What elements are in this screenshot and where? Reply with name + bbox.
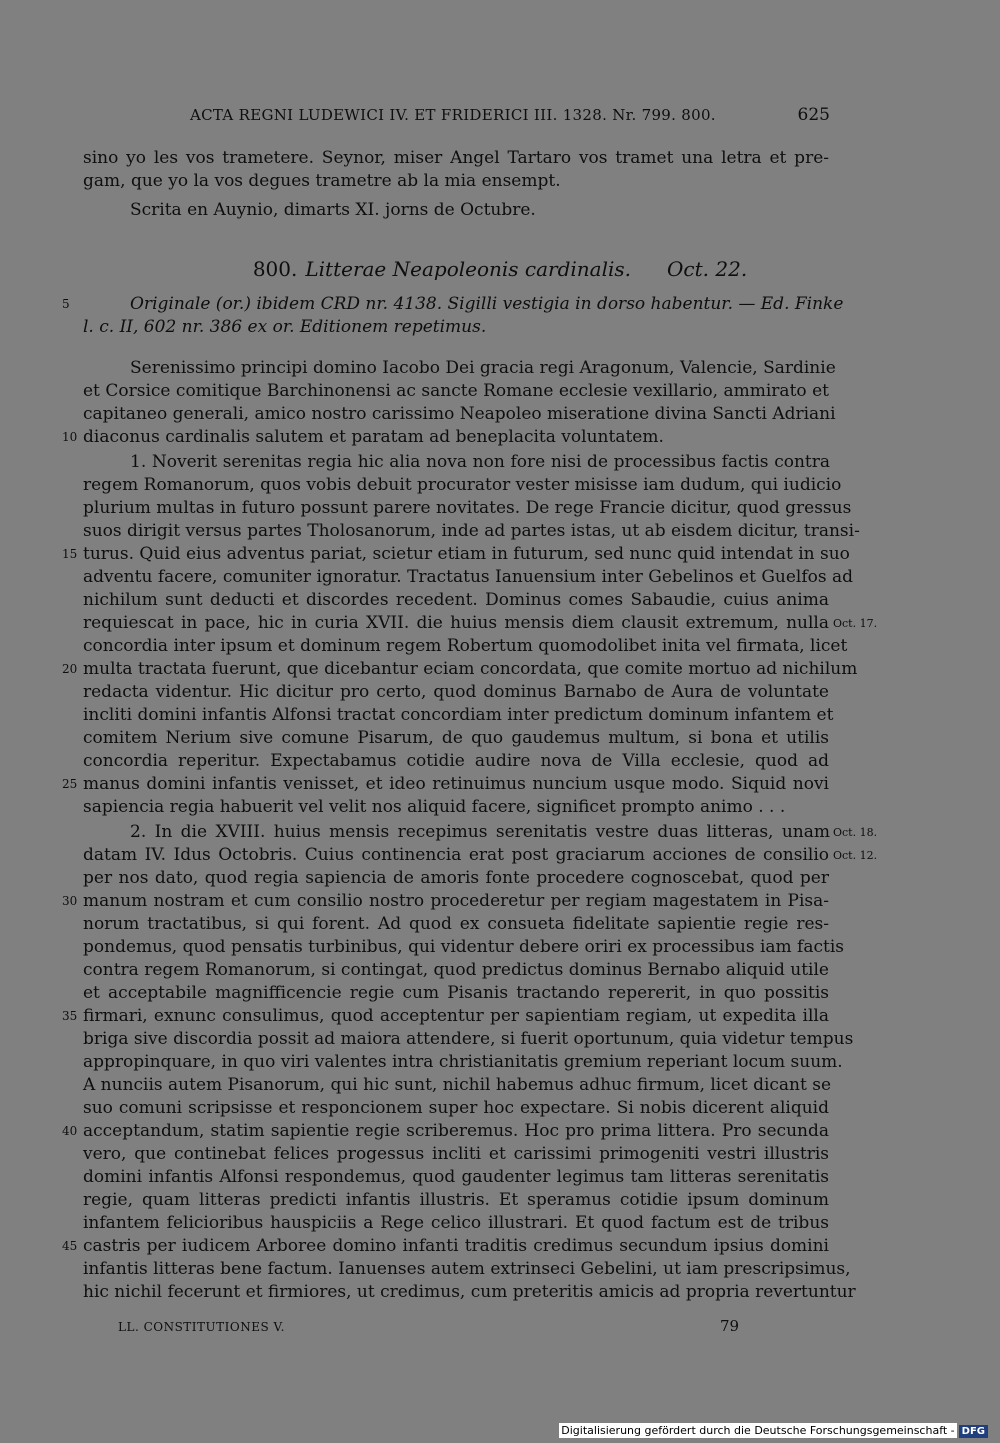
body-line: Serenissimo principi domino Iacobo Dei gracia regi Aragonum, Valencie, Sardinie [130, 358, 836, 378]
document-heading [0, 257, 1000, 281]
body-line: A nunciis autem Pisanorum, qui hic sunt, nichil habemus adhuc firmum, licet dicant se [83, 1075, 832, 1095]
body-line: per nos dato, quod regia sapiencia de amoris fonte procedere cognoscebat, quod per [83, 868, 829, 888]
body-line: briga sive discordia possit ad maiora attendere, si fuerit oportunum, quia videtur tempus [83, 1029, 854, 1049]
funding-banner [559, 1424, 988, 1440]
line-number: 5 [62, 297, 70, 311]
source-line: Originale (or.) ibidem CRD nr. 4138. Sigilli vestigia in dorso habentur. — Ed. Finke [130, 294, 844, 314]
body-line: turus. Quid eius adventus pariat, scietur etiam in futurum, sed nunc quid intendat in suo [83, 544, 850, 564]
body-line: suos dirigit versus partes Tholosanorum, inde ad partes istas, ut ab eisdem dicitur, transi- [83, 521, 860, 541]
body-line: infantem felicioribus hauspiciis a Rege celico illustrari. Et quod factum est de tribus [83, 1213, 829, 1233]
document-title: Litterae Neapoleonis cardinalis. [305, 257, 632, 281]
intro-line: sino yo les vos trametere. Seynor, miser Angel Tartaro vos tramet una letra et pre- [83, 148, 829, 168]
body-line: manum nostram et cum consilio nostro procederetur per regiam magestatem in Pisa- [83, 891, 829, 911]
body-line: regie, quam litteras predicti infantis illustris. Et speramus cotidie ipsum dominum [83, 1190, 829, 1210]
body-line: infantis litteras bene factum. Ianuenses autem extrinseci Gebelini, ut iam prescripsimus, [83, 1259, 851, 1279]
body-line: manus domini infantis venisset, et ideo retinuimus nuncium usque modo. Siquid novi [83, 774, 829, 794]
document-number: 800. [252, 257, 298, 281]
margin-date: Oct. 17. [833, 617, 878, 630]
body-line: et Corsice comitique Barchinonensi ac sancte Romane ecclesie vexillario, ammirato et [83, 381, 829, 401]
body-line: plurium multas in futuro possunt parere novitates. De rege Francie dicitur, quod gressus [83, 498, 852, 518]
body-line: et acceptabile magnifficencie regie cum Pisanis tractando repererit, in quo possitis [83, 983, 829, 1003]
body-line: vero, que continebat felices progessus incliti et carissimi primogeniti vestri illustris [83, 1144, 829, 1164]
line-number: 40 [62, 1124, 78, 1138]
body-line: contra regem Romanorum, si contingat, quod predictus dominus Bernabo aliquid utile [83, 960, 829, 980]
dfg-logo: DFG [959, 1425, 988, 1438]
body-line: nichilum sunt deducti et discordes recedent. Dominus comes Sabaudie, cuius anima [83, 590, 829, 610]
funding-text: Digitalisierung gefördert durch die Deutsche Forschungsgemeinschaft - [561, 1424, 955, 1437]
body-line: incliti domini infantis Alfonsi tractat concordiam inter predictum dominum infantem et [83, 705, 834, 725]
line-number: 45 [62, 1239, 78, 1253]
body-line: datam IV. Idus Octobris. Cuius continencia erat post graciarum acciones de consilio [83, 845, 829, 865]
source-line: l. c. II, 602 nr. 386 ex or. Editionem repetimus. [83, 317, 487, 337]
body-line: comitem Nerium sive comune Pisarum, de quo gaudemus multum, si bona et utilis [83, 728, 829, 748]
body-line: acceptandum, statim sapientie regie scriberemus. Hoc pro prima littera. Pro secunda [83, 1121, 829, 1141]
body-line: 2. In die XVIII. huius mensis recepimus serenitatis vestre duas litteras, unam [130, 822, 830, 842]
line-number: 25 [62, 777, 78, 791]
body-line: diaconus cardinalis salutem et paratam ad beneplacita voluntatem. [83, 427, 664, 447]
intro-line: gam, que yo la vos degues trametre ab la mia ensempt. [83, 171, 561, 191]
page-number: 625 [797, 105, 830, 125]
body-line: redacta videntur. Hic dicitur pro certo, quod dominus Barnabo de Aura de voluntate [83, 682, 829, 702]
body-line: norum tractatibus, si qui forent. Ad quod ex consueta fidelitate sapientie regie res- [83, 914, 829, 934]
body-line: concordia reperitur. Expectabamus cotidie audire nova de Villa ecclesie, quod ad [83, 751, 829, 771]
body-line: sapiencia regia habuerit vel velit nos aliquid facere, significet prompto animo . . . [83, 797, 786, 817]
body-line: multa tractata fuerunt, que dicebantur eciam concordata, que comite mortuo ad nichilum [83, 659, 858, 679]
body-line: suo comuni scripsisse et responcionem super hoc expectare. Si nobis dicerent aliquid [83, 1098, 829, 1118]
line-number: 20 [62, 662, 78, 676]
body-line: castris per iudicem Arboree domino infanti traditis credimus secundum ipsius domini [83, 1236, 829, 1256]
margin-date: Oct. 12. [833, 849, 878, 862]
running-title: ACTA REGNI LUDEWICI IV. ET FRIDERICI III. 1328. Nr. 799. 800. [190, 106, 716, 124]
body-line: adventu facere, comuniter ignoratur. Tractatus Ianuensium inter Gebelinos et Guelfos ad [83, 567, 854, 587]
body-line: firmari, exnunc consulimus, quod acceptentur per sapientiam regiam, ut expedita illa [83, 1006, 829, 1026]
line-number: 30 [62, 894, 78, 908]
line-number: 15 [62, 547, 78, 561]
body-line: pondemus, quod pensatis turbinibus, qui videntur debere oriri ex processibus iam factis [83, 937, 844, 957]
line-number: 10 [62, 430, 78, 444]
footer-signature: LL. CONSTITUTIONES V. [118, 1320, 285, 1334]
document-date: Oct. 22. [667, 257, 748, 281]
body-line: regem Romanorum, quos vobis debuit procurator vester misisse iam dudum, qui iudicio [83, 475, 842, 495]
body-line: appropinquare, in quo viri valentes intra christianitatis gremium reperiant locum suum. [83, 1052, 843, 1072]
body-line: capitaneo generali, amico nostro carissimo Neapoleo miseratione divina Sancti Adriani [83, 404, 836, 424]
body-line: concordia inter ipsum et dominum regem Robertum quomodolibet inita vel firmata, licet [83, 636, 848, 656]
margin-date: Oct. 18. [833, 826, 878, 839]
line-number: 35 [62, 1009, 78, 1023]
body-line: hic nichil fecerunt et firmiores, ut credimus, cum preteritis amicis ad propria revertuntur [83, 1282, 856, 1302]
intro-line: Scrita en Auynio, dimarts XI. jorns de Octubre. [130, 200, 536, 220]
body-line: requiescat in pace, hic in curia XVII. die huius mensis diem clausit extremum, nulla [83, 613, 829, 633]
footer-gathering-number: 79 [720, 1317, 740, 1335]
body-line: 1. Noverit serenitas regia hic alia nova non fore nisi de processibus factis contra [130, 452, 830, 472]
body-line: domini infantis Alfonsi respondemus, quod gaudenter legimus tam litteras serenitatis [83, 1167, 829, 1187]
